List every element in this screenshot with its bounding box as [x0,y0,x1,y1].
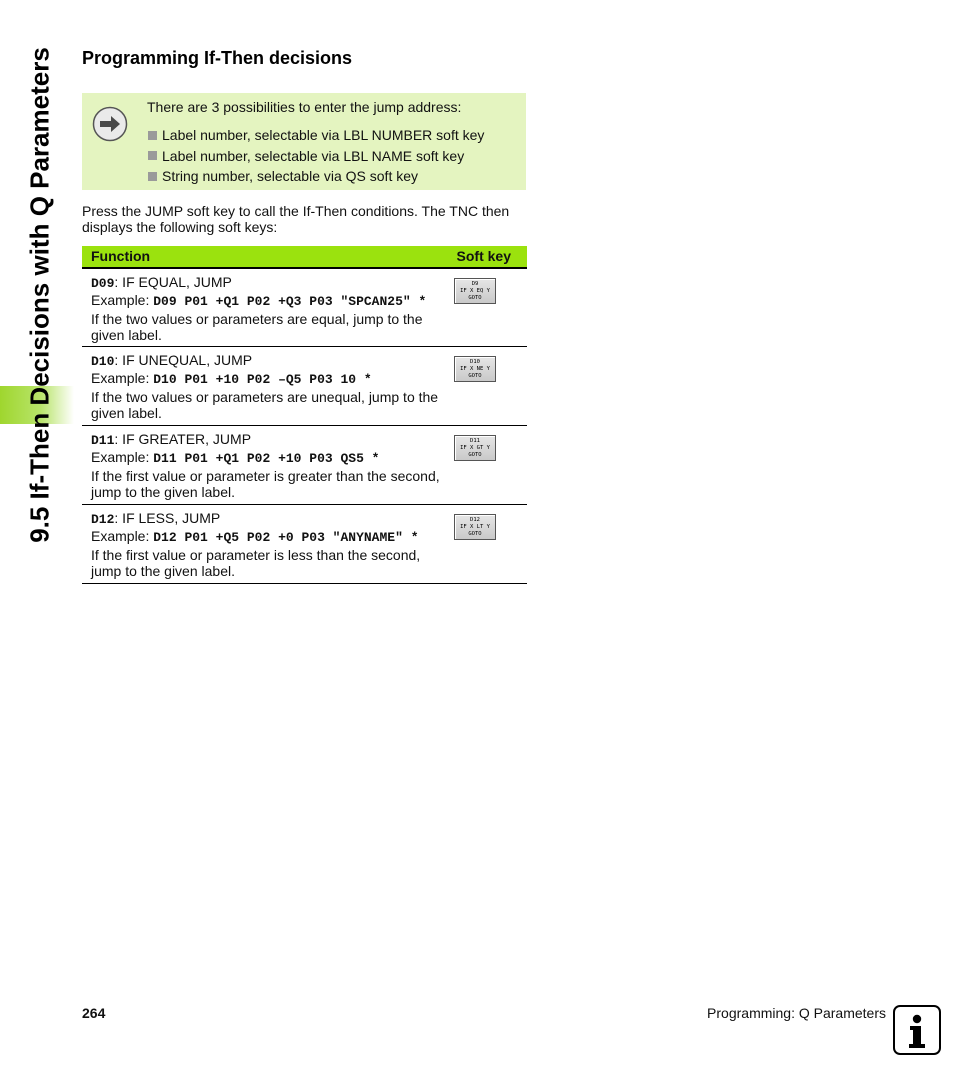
function-title: : IF EQUAL, JUMP [114,274,232,290]
function-description: If the first value or parameter is less than the second, jump to the given label. [91,546,421,579]
info-icon [893,1005,941,1055]
square-bullet-icon [148,172,157,181]
function-code: D10 [91,354,115,369]
table-header [82,246,527,269]
square-bullet-icon [148,131,157,140]
function-title: : IF LESS, JUMP [114,510,221,526]
table-row: D11: IF GREATER, JUMP Example: D11 P01 +Q1 P02 +10 P03 QS5 * If the first value or parameter is greater than the second, jump to the given label. D11 IF X GT Y GOTO [82,426,527,505]
list-item: String number, selectable via QS soft key [148,166,484,187]
arrow-right-icon [92,106,128,142]
function-description: If the first value or parameter is greater than the second, jump to the given label. [91,467,440,500]
softkey-d09[interactable]: D9 IF X EQ Y GOTO [454,278,496,304]
chapter-side-title: 9.5 If-Then Decisions with Q Parameters [24,47,55,543]
example-code: D09 P01 +Q1 P02 +Q3 P03 "SPCAN25" * [153,294,427,310]
function-title: : IF UNEQUAL, JUMP [114,352,253,368]
page-number: 264 [82,1005,106,1021]
square-bullet-icon [148,151,157,160]
note-intro: There are 3 possibilities to enter the jump address: [147,99,462,115]
table-row: D09: IF EQUAL, JUMP Example: D09 P01 +Q1 P02 +Q3 P03 "SPCAN25" * If the two values or parameters are equal, jump to the given label. D9 IF X EQ Y GOTO [82,269,527,347]
note-box [82,93,526,190]
softkey-d12[interactable]: D12 IF X LT Y GOTO [454,514,496,540]
section-title: Programming If-Then decisions [82,48,353,68]
footer-chapter: Programming: Q Parameters [707,1005,886,1021]
function-table [82,246,527,584]
softkey-d11[interactable]: D11 IF X GT Y GOTO [454,435,496,461]
function-code: D11 [91,433,115,448]
table-row: D10: IF UNEQUAL, JUMP Example: D10 P01 +10 P02 –Q5 P03 10 * If the two values or parameters are unequal, jump to the given label. D10 IF X NE Y GOTO [82,347,527,426]
function-code: D09 [91,276,115,291]
example-code: D11 P01 +Q1 P02 +10 P03 QS5 * [153,451,380,467]
function-code: D12 [91,512,115,527]
intro-paragraph: Press the JUMP soft key to call the If-Then conditions. The TNC then displays the following soft keys: [82,203,510,235]
function-description: If the two values or parameters are equal, jump to the given label. [91,310,423,343]
list-item: Label number, selectable via LBL NAME soft key [148,146,484,167]
function-title: : IF GREATER, JUMP [114,431,252,447]
example-code: D12 P01 +Q5 P02 +0 P03 "ANYNAME" * [153,530,419,546]
function-description: If the two values or parameters are unequal, jump to the given label. [91,388,439,421]
header-softkey: Soft key [456,248,511,264]
header-function: Function [91,248,151,264]
example-code: D10 P01 +10 P02 –Q5 P03 10 * [153,372,372,388]
table-row: D12: IF LESS, JUMP Example: D12 P01 +Q5 P02 +0 P03 "ANYNAME" * If the first value or parameter is less than the second, jump to the given label. D12 IF X LT Y GOTO [82,505,527,584]
note-list [148,125,484,187]
list-item: Label number, selectable via LBL NUMBER soft key [148,125,484,146]
softkey-d10[interactable]: D10 IF X NE Y GOTO [454,356,496,382]
